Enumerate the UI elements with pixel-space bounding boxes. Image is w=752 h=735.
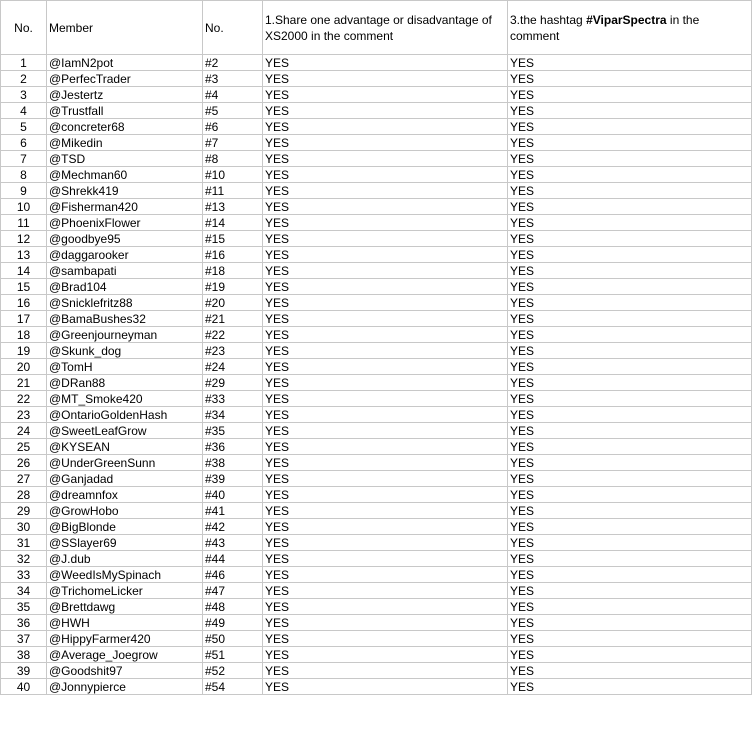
- cell-q3: YES: [508, 327, 752, 343]
- cell-no: 17: [1, 311, 47, 327]
- table-row: [1, 519, 752, 535]
- cell-q3: YES: [508, 663, 752, 679]
- cell-q1: YES: [263, 455, 508, 471]
- cell-entry-no: #6: [203, 119, 263, 135]
- cell-q3: YES: [508, 119, 752, 135]
- cell-no: 2: [1, 71, 47, 87]
- table-row: [1, 151, 752, 167]
- table-row: [1, 567, 752, 583]
- cell-member: @dreamnfox: [47, 487, 203, 503]
- table-row: [1, 311, 752, 327]
- cell-no: 33: [1, 567, 47, 583]
- cell-entry-no: #34: [203, 407, 263, 423]
- cell-no: 12: [1, 231, 47, 247]
- table-row: [1, 247, 752, 263]
- table-row: [1, 199, 752, 215]
- cell-entry-no: #51: [203, 647, 263, 663]
- cell-member: @sambapati: [47, 263, 203, 279]
- cell-q1: YES: [263, 615, 508, 631]
- table-row: [1, 231, 752, 247]
- cell-entry-no: #44: [203, 551, 263, 567]
- cell-no: 31: [1, 535, 47, 551]
- cell-member: @PhoenixFlower: [47, 215, 203, 231]
- cell-no: 8: [1, 167, 47, 183]
- cell-no: 36: [1, 615, 47, 631]
- cell-q1: YES: [263, 183, 508, 199]
- cell-q1: YES: [263, 567, 508, 583]
- cell-q1: YES: [263, 471, 508, 487]
- cell-q1: YES: [263, 407, 508, 423]
- cell-entry-no: #20: [203, 295, 263, 311]
- cell-entry-no: #3: [203, 71, 263, 87]
- cell-q3: YES: [508, 151, 752, 167]
- cell-q3: YES: [508, 199, 752, 215]
- header-q3-suffix: in the comment: [510, 12, 700, 43]
- cell-q1: YES: [263, 87, 508, 103]
- cell-q3: YES: [508, 391, 752, 407]
- cell-no: 39: [1, 663, 47, 679]
- cell-member: @BigBlonde: [47, 519, 203, 535]
- cell-member: @Brettdawg: [47, 599, 203, 615]
- cell-member: @Goodshit97: [47, 663, 203, 679]
- header-q1: 1.Share one advantage or disadvantage of XS2000 in the comment: [263, 1, 508, 55]
- table-row: [1, 391, 752, 407]
- cell-entry-no: #42: [203, 519, 263, 535]
- cell-no: 27: [1, 471, 47, 487]
- cell-entry-no: #39: [203, 471, 263, 487]
- cell-q3: YES: [508, 247, 752, 263]
- cell-q1: YES: [263, 647, 508, 663]
- cell-q3: YES: [508, 71, 752, 87]
- cell-member: @TrichomeLicker: [47, 583, 203, 599]
- cell-member: @HippyFarmer420: [47, 631, 203, 647]
- table-row: [1, 71, 752, 87]
- table-row: [1, 647, 752, 663]
- cell-entry-no: #43: [203, 535, 263, 551]
- cell-q3: YES: [508, 231, 752, 247]
- cell-q3: YES: [508, 375, 752, 391]
- cell-no: 15: [1, 279, 47, 295]
- cell-no: 11: [1, 215, 47, 231]
- cell-q1: YES: [263, 679, 508, 695]
- cell-entry-no: #5: [203, 103, 263, 119]
- cell-q3: YES: [508, 279, 752, 295]
- cell-q1: YES: [263, 535, 508, 551]
- table-row: [1, 631, 752, 647]
- cell-member: @MT_Smoke420: [47, 391, 203, 407]
- cell-no: 4: [1, 103, 47, 119]
- cell-no: 13: [1, 247, 47, 263]
- cell-member: @Snicklefritz88: [47, 295, 203, 311]
- cell-no: 19: [1, 343, 47, 359]
- cell-entry-no: #50: [203, 631, 263, 647]
- cell-q3: YES: [508, 135, 752, 151]
- table-row: [1, 279, 752, 295]
- cell-entry-no: #52: [203, 663, 263, 679]
- cell-no: 25: [1, 439, 47, 455]
- cell-no: 32: [1, 551, 47, 567]
- cell-entry-no: #16: [203, 247, 263, 263]
- cell-no: 30: [1, 519, 47, 535]
- cell-entry-no: #18: [203, 263, 263, 279]
- cell-member: @Skunk_dog: [47, 343, 203, 359]
- cell-q3: YES: [508, 55, 752, 71]
- cell-q3: YES: [508, 311, 752, 327]
- cell-entry-no: #46: [203, 567, 263, 583]
- header-q3-prefix: 3.the hashtag: [510, 12, 587, 27]
- cell-no: 23: [1, 407, 47, 423]
- cell-entry-no: #23: [203, 343, 263, 359]
- cell-entry-no: #11: [203, 183, 263, 199]
- cell-q3: YES: [508, 679, 752, 695]
- table-row: [1, 183, 752, 199]
- cell-q1: YES: [263, 391, 508, 407]
- table-row: [1, 135, 752, 151]
- cell-q3: YES: [508, 471, 752, 487]
- cell-q1: YES: [263, 215, 508, 231]
- cell-q1: YES: [263, 199, 508, 215]
- cell-member: @TomH: [47, 359, 203, 375]
- cell-entry-no: #49: [203, 615, 263, 631]
- header-q3: [508, 1, 752, 55]
- table-row: [1, 551, 752, 567]
- cell-entry-no: #14: [203, 215, 263, 231]
- cell-member: @Ganjadad: [47, 471, 203, 487]
- table-row: [1, 535, 752, 551]
- cell-entry-no: #15: [203, 231, 263, 247]
- cell-no: 10: [1, 199, 47, 215]
- cell-member: @GrowHobo: [47, 503, 203, 519]
- table-row: [1, 439, 752, 455]
- cell-no: 37: [1, 631, 47, 647]
- cell-q1: YES: [263, 71, 508, 87]
- table-row: [1, 215, 752, 231]
- table-row: [1, 359, 752, 375]
- cell-member: @SSlayer69: [47, 535, 203, 551]
- cell-q3: YES: [508, 519, 752, 535]
- table-row: [1, 423, 752, 439]
- cell-q1: YES: [263, 519, 508, 535]
- cell-member: @HWH: [47, 615, 203, 631]
- table-row: [1, 119, 752, 135]
- cell-no: 18: [1, 327, 47, 343]
- cell-no: 22: [1, 391, 47, 407]
- cell-q3: YES: [508, 535, 752, 551]
- cell-entry-no: #54: [203, 679, 263, 695]
- cell-entry-no: #47: [203, 583, 263, 599]
- cell-q1: YES: [263, 263, 508, 279]
- cell-no: 20: [1, 359, 47, 375]
- cell-q3: YES: [508, 263, 752, 279]
- cell-q1: YES: [263, 311, 508, 327]
- table-row: [1, 375, 752, 391]
- cell-entry-no: #36: [203, 439, 263, 455]
- cell-member: @Mikedin: [47, 135, 203, 151]
- cell-q3: YES: [508, 295, 752, 311]
- cell-q1: YES: [263, 551, 508, 567]
- header-row: [1, 1, 752, 55]
- cell-entry-no: #24: [203, 359, 263, 375]
- cell-member: @Fisherman420: [47, 199, 203, 215]
- cell-member: @BamaBushes32: [47, 311, 203, 327]
- cell-no: 26: [1, 455, 47, 471]
- cell-q3: YES: [508, 343, 752, 359]
- cell-member: @Jonnypierce: [47, 679, 203, 695]
- cell-q1: YES: [263, 279, 508, 295]
- table-row: [1, 87, 752, 103]
- cell-entry-no: #19: [203, 279, 263, 295]
- cell-entry-no: #33: [203, 391, 263, 407]
- cell-member: @SweetLeafGrow: [47, 423, 203, 439]
- cell-q3: YES: [508, 647, 752, 663]
- cell-no: 7: [1, 151, 47, 167]
- table-row: [1, 455, 752, 471]
- cell-no: 6: [1, 135, 47, 151]
- cell-entry-no: #7: [203, 135, 263, 151]
- cell-entry-no: #40: [203, 487, 263, 503]
- cell-entry-no: #4: [203, 87, 263, 103]
- cell-member: @DRan88: [47, 375, 203, 391]
- cell-member: @Shrekk419: [47, 183, 203, 199]
- cell-q1: YES: [263, 231, 508, 247]
- cell-entry-no: #35: [203, 423, 263, 439]
- cell-no: 3: [1, 87, 47, 103]
- table-row: [1, 663, 752, 679]
- cell-q1: YES: [263, 423, 508, 439]
- cell-member: @Jestertz: [47, 87, 203, 103]
- cell-q1: YES: [263, 135, 508, 151]
- cell-q3: YES: [508, 631, 752, 647]
- cell-q1: YES: [263, 247, 508, 263]
- table-row: [1, 167, 752, 183]
- cell-no: 28: [1, 487, 47, 503]
- cell-q3: YES: [508, 567, 752, 583]
- cell-q1: YES: [263, 103, 508, 119]
- header-member: Member: [47, 1, 203, 55]
- table-row: [1, 103, 752, 119]
- table-row: [1, 583, 752, 599]
- cell-member: @Average_Joegrow: [47, 647, 203, 663]
- cell-q1: YES: [263, 631, 508, 647]
- cell-q1: YES: [263, 55, 508, 71]
- cell-q1: YES: [263, 663, 508, 679]
- cell-entry-no: #10: [203, 167, 263, 183]
- cell-entry-no: #29: [203, 375, 263, 391]
- cell-no: 38: [1, 647, 47, 663]
- cell-member: @Brad104: [47, 279, 203, 295]
- cell-member: @J.dub: [47, 551, 203, 567]
- cell-q3: YES: [508, 487, 752, 503]
- cell-member: @UnderGreenSunn: [47, 455, 203, 471]
- header-no: No.: [1, 1, 47, 55]
- cell-q3: YES: [508, 615, 752, 631]
- cell-no: 34: [1, 583, 47, 599]
- cell-member: @KYSEAN: [47, 439, 203, 455]
- cell-member: @goodbye95: [47, 231, 203, 247]
- table-row: [1, 55, 752, 71]
- table-row: [1, 615, 752, 631]
- cell-q3: YES: [508, 183, 752, 199]
- header-entry-no: No.: [203, 1, 263, 55]
- cell-member: @TSD: [47, 151, 203, 167]
- cell-q3: YES: [508, 423, 752, 439]
- cell-no: 5: [1, 119, 47, 135]
- cell-q3: YES: [508, 583, 752, 599]
- cell-entry-no: #41: [203, 503, 263, 519]
- cell-member: @OntarioGoldenHash: [47, 407, 203, 423]
- cell-q3: YES: [508, 503, 752, 519]
- cell-no: 21: [1, 375, 47, 391]
- cell-member: @PerfecTrader: [47, 71, 203, 87]
- cell-q1: YES: [263, 119, 508, 135]
- cell-q3: YES: [508, 599, 752, 615]
- cell-member: @IamN2pot: [47, 55, 203, 71]
- cell-q1: YES: [263, 583, 508, 599]
- table-row: [1, 343, 752, 359]
- cell-q1: YES: [263, 599, 508, 615]
- cell-q3: YES: [508, 87, 752, 103]
- cell-no: 16: [1, 295, 47, 311]
- cell-no: 14: [1, 263, 47, 279]
- cell-q1: YES: [263, 295, 508, 311]
- cell-q3: YES: [508, 551, 752, 567]
- table-row: [1, 679, 752, 695]
- cell-no: 24: [1, 423, 47, 439]
- cell-q3: YES: [508, 359, 752, 375]
- cell-q3: YES: [508, 167, 752, 183]
- table-row: [1, 599, 752, 615]
- cell-entry-no: #8: [203, 151, 263, 167]
- cell-entry-no: #38: [203, 455, 263, 471]
- cell-member: @concreter68: [47, 119, 203, 135]
- cell-member: @Greenjourneyman: [47, 327, 203, 343]
- cell-entry-no: #2: [203, 55, 263, 71]
- cell-q3: YES: [508, 103, 752, 119]
- cell-no: 40: [1, 679, 47, 695]
- cell-q3: YES: [508, 407, 752, 423]
- cell-q1: YES: [263, 151, 508, 167]
- cell-entry-no: #21: [203, 311, 263, 327]
- cell-member: @Mechman60: [47, 167, 203, 183]
- cell-q1: YES: [263, 343, 508, 359]
- cell-entry-no: #13: [203, 199, 263, 215]
- cell-no: 29: [1, 503, 47, 519]
- table-row: [1, 263, 752, 279]
- cell-member: @daggarooker: [47, 247, 203, 263]
- table-row: [1, 327, 752, 343]
- cell-no: 35: [1, 599, 47, 615]
- table-row: [1, 471, 752, 487]
- cell-q1: YES: [263, 439, 508, 455]
- cell-no: 9: [1, 183, 47, 199]
- cell-no: 1: [1, 55, 47, 71]
- cell-entry-no: #48: [203, 599, 263, 615]
- cell-q1: YES: [263, 487, 508, 503]
- table-row: [1, 407, 752, 423]
- cell-q1: YES: [263, 503, 508, 519]
- header-q3-hashtag: #ViparSpectra: [586, 12, 667, 27]
- table-row: [1, 295, 752, 311]
- cell-member: @WeedIsMySpinach: [47, 567, 203, 583]
- table-row: [1, 503, 752, 519]
- cell-q1: YES: [263, 327, 508, 343]
- cell-q1: YES: [263, 375, 508, 391]
- cell-q3: YES: [508, 455, 752, 471]
- cell-entry-no: #22: [203, 327, 263, 343]
- cell-q1: YES: [263, 359, 508, 375]
- table-header: [1, 1, 752, 55]
- cell-q1: YES: [263, 167, 508, 183]
- cell-member: @Trustfall: [47, 103, 203, 119]
- table-row: [1, 487, 752, 503]
- table-body: [1, 55, 752, 695]
- cell-q3: YES: [508, 215, 752, 231]
- cell-q3: YES: [508, 439, 752, 455]
